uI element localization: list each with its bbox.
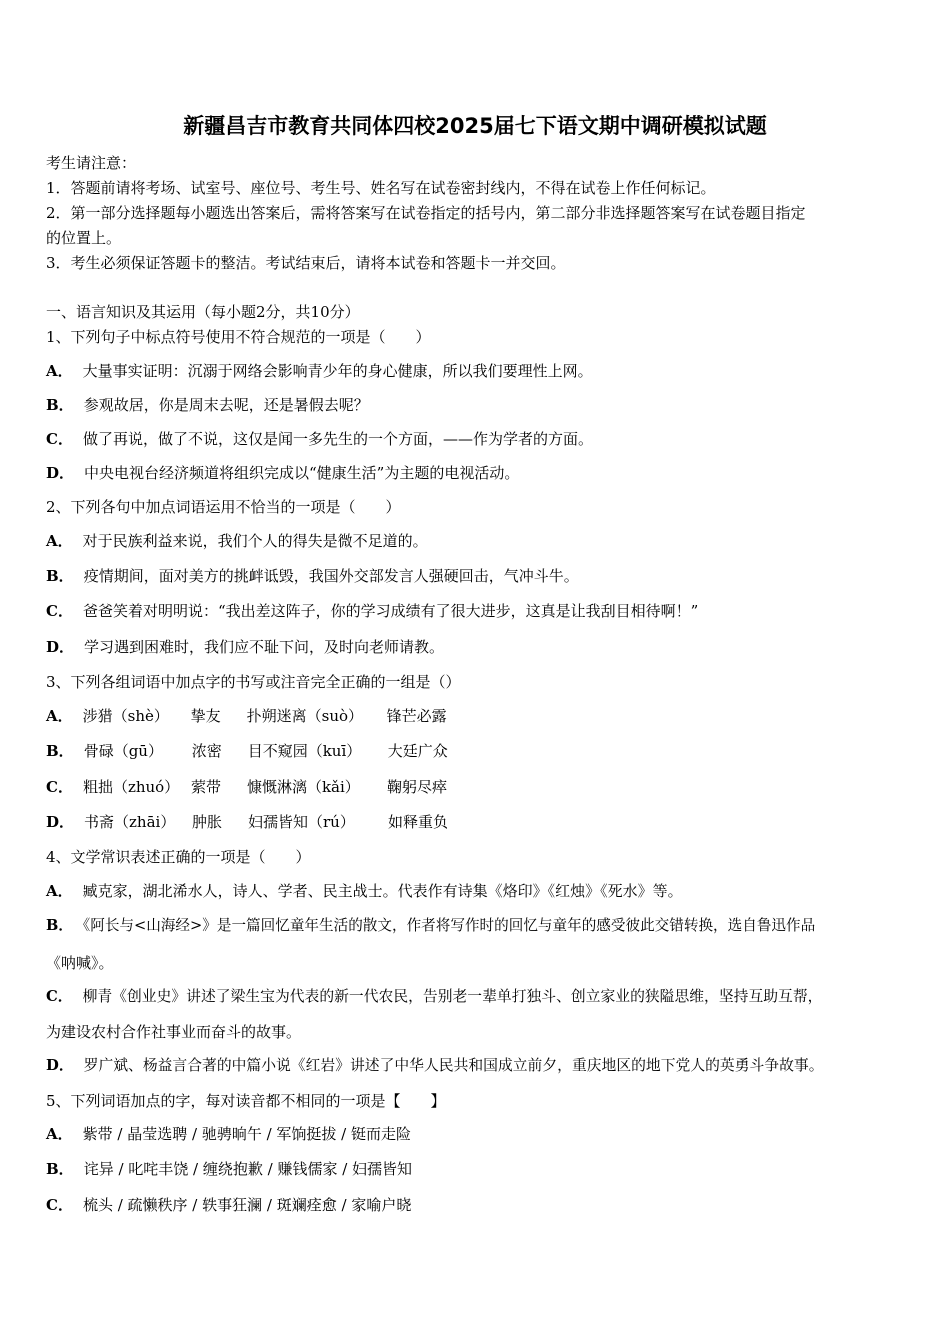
q4-option-a: A． 臧克家，湖北浠水人，诗人、学者、民主战士。代表作有诗集《烙印》《红烛》《死水》等。 [46, 882, 683, 900]
question-2-stem: 2、下列各句中加点词语运用不恰当的一项是（ ） [46, 498, 401, 516]
question-1-stem: 1、下列句子中标点符号使用不符合规范的一项是（ ） [46, 328, 431, 346]
question-4-stem: 4、文学常识表述正确的一项是（ ） [46, 848, 311, 866]
q5-option-c: C． 梳头 / 疏懒秩序 / 轶事狂澜 / 斑斓痊愈 / 家喻户晓 [46, 1196, 412, 1214]
q3-option-b: B． 骨碌（gū） 浓密 目不窥园（kuī） 大廷广众 [46, 742, 448, 760]
page-title: 新疆昌吉市教育共同体四校2025届七下语文期中调研模拟试题 [183, 114, 767, 138]
q4-option-b: B． 《阿长与<山海经>》是一篇回忆童年生活的散文，作者将写作时的回忆与童年的感受彼此交错转换，选自鲁迅作品 [46, 917, 816, 934]
q1-option-c: C． 做了再说，做了不说，这仅是闻一多先生的一个方面，——作为学者的方面。 [46, 430, 593, 448]
q1-option-b: B． 参观故居，你是周末去呢，还是暑假去呢？ [46, 396, 369, 414]
q2-option-d: D． 学习遇到困难时，我们应不耻下问，及时向老师请教。 [46, 638, 445, 656]
question-5-stem: 5、下列词语加点的字，每对读音都不相同的一项是【 】 [46, 1092, 446, 1110]
q4-option-c-cont: 为建设农村合作社事业而奋斗的故事。 [46, 1023, 302, 1041]
notice-heading: 考生请注意： [46, 154, 137, 172]
q2-option-b: B． 疫情期间，面对美方的挑衅诋毁，我国外交部发言人强硬回击，气冲斗牛。 [46, 567, 579, 585]
q1-option-a: A． 大量事实证明：沉溺于网络会影响青少年的身心健康，所以我们要理性上网。 [46, 362, 593, 380]
q5-option-a: A． 紫带 / 晶莹选聘 / 驰骋晌午 / 军饷挺拔 / 铤而走险 [46, 1125, 412, 1143]
q4-option-b-cont: 《呐喊》。 [46, 954, 114, 972]
notice-item: 的位置上。 [46, 229, 122, 247]
q2-option-a: A． 对于民族利益来说，我们个人的得失是微不足道的。 [46, 532, 428, 550]
q3-option-d: D． 书斋（zhāi） 肿胀 妇孺皆知（rú） 如释重负 [46, 813, 449, 831]
q4-option-c: C． 柳青《创业史》讲述了梁生宝为代表的新一代农民，告别老一辈单打独斗、创立家业的狭隘思维，坚持互助互帮， [46, 988, 823, 1005]
q3-option-a: A． 涉猎（shè） 挚友 扑朔迷离（suò） 锋芒必露 [46, 707, 447, 725]
q5-option-b: B． 诧异 / 叱咤丰饶 / 缠绕抱歉 / 赚钱儒家 / 妇孺皆知 [46, 1160, 413, 1178]
question-3-stem: 3、下列各组词语中加点字的书写或注音完全正确的一组是（） [46, 673, 461, 691]
notice-item: 1．答题前请将考场、试室号、座位号、考生号、姓名写在试卷密封线内，不得在试卷上作任何标记。 [46, 179, 716, 197]
q1-option-d: D． 中央电视台经济频道将组织完成以“健康生活”为主题的电视活动。 [46, 464, 520, 482]
notice-item: 3．考生必须保证答题卡的整洁。考试结束后，请将本试卷和答题卡一并交回。 [46, 254, 566, 272]
section-heading: 一、语言知识及其运用（每小题2分，共10分） [46, 303, 360, 321]
q3-option-c: C． 粗拙（zhuó） 萦带 慷慨淋漓（kǎi） 鞠躬尽瘁 [46, 778, 447, 796]
q2-option-c: C． 爸爸笑着对明明说：“我出差这阵子，你的学习成绩有了很大进步，这真是让我刮目相待啊！” [46, 602, 699, 620]
notice-item: 2．第一部分选择题每小题选出答案后，需将答案写在试卷指定的括号内，第二部分非选择题答案写在试卷题目指定 [46, 204, 806, 222]
q4-option-d: D． 罗广斌、杨益言合著的中篇小说《红岩》讲述了中华人民共和国成立前夕，重庆地区的地下党人的英勇斗争故事。 [46, 1057, 824, 1074]
